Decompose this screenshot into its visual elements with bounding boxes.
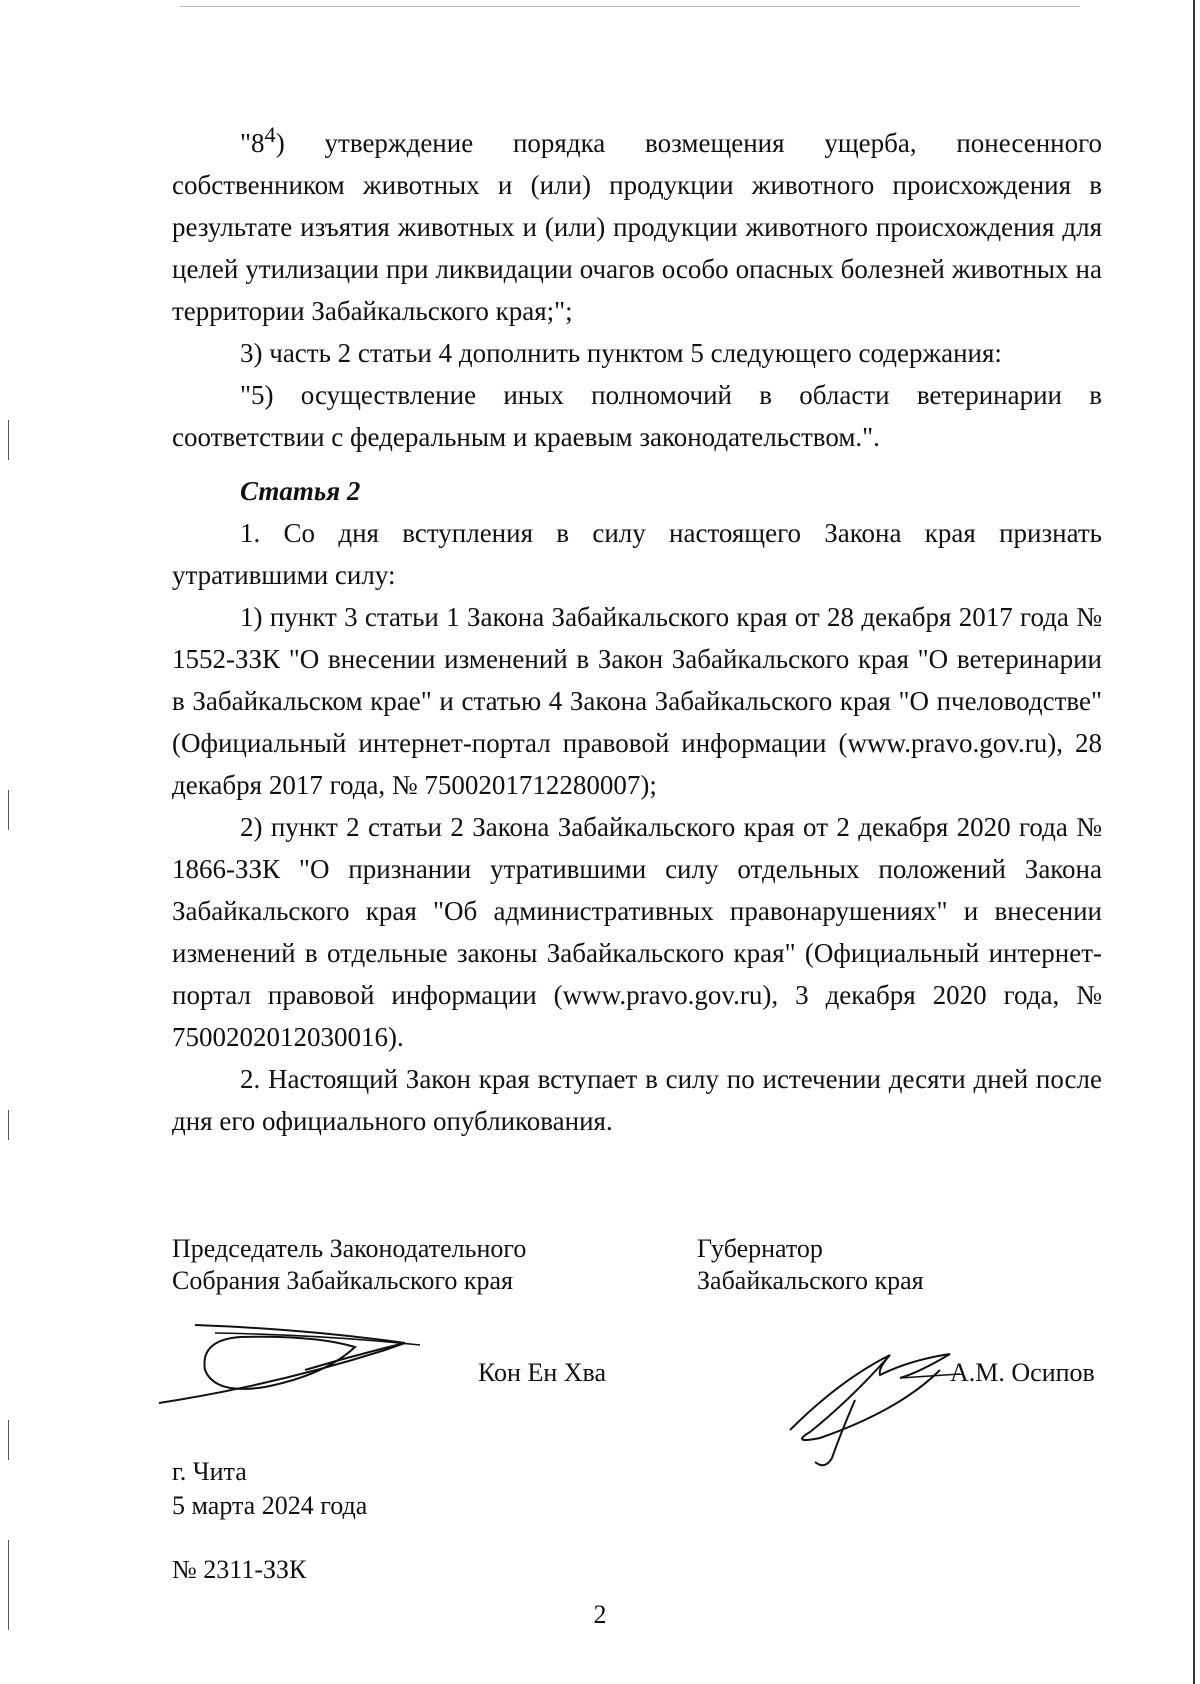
law-number: № 2311-ЗЗК bbox=[172, 1555, 307, 1584]
paragraph-2-2: 2. Настоящий Закон края вступает в силу по истечении десяти дней после дня его официального опубликования. bbox=[172, 1064, 1102, 1136]
paragraph-item-5: "5) осуществление иных полномочий в области ветеринарии в соответствии с федеральным и краевым законодательством.". bbox=[172, 380, 1102, 452]
governor-name: А.М. Осипов bbox=[950, 1358, 1095, 1387]
scan-artifact bbox=[8, 1420, 9, 1460]
paragraph-2-1: 1. Со дня вступления в силу настоящего Закона края признать утратившими силу: bbox=[172, 518, 1102, 590]
chairman-signature-icon bbox=[155, 1315, 425, 1410]
paragraph-2-1-1: 1) пункт 3 статьи 1 Закона Забайкальского края от 28 декабря 2017 года № 1552-ЗЗК "О внесении изменений в Закон Забайкальского края "О ветеринарии в Забайкальском крае" и статью 4 Закона Забайкальского края "О пчеловодстве" (Официальный интернет-портал правовой информации (www.pravo.gov.ru), 28 декабря 2017 года, № 7500201712280007); bbox=[172, 602, 1102, 800]
scan-artifact bbox=[8, 1110, 9, 1140]
chairman-name: Кон Ен Хва bbox=[478, 1358, 607, 1387]
paragraph-2-1-2: 2) пункт 2 статьи 2 Закона Забайкальского края от 2 декабря 2020 года № 1866-ЗЗК "О признании утратившими силу отдельных положений Закона Забайкальского края "Об административных правонарушениях" и внесении изменений в отдельные законы Забайкальского края" (Официальный интернет-портал правовой информации (www.pravo.gov.ru), 3 декабря 2020 года, № 7500202012030016). bbox=[172, 812, 1102, 1052]
governor-title: Губернатор Забайкальского края bbox=[697, 1234, 924, 1295]
chairman-title: Председатель Законодательного Собрания Забайкальского края bbox=[172, 1234, 527, 1295]
scan-edge-top bbox=[180, 6, 1080, 7]
law-text bbox=[172, 114, 1102, 1142]
scan-edge bbox=[1193, 0, 1195, 1684]
law-date: 5 марта 2024 года bbox=[172, 1491, 368, 1520]
article-2-heading: Статья 2 bbox=[240, 476, 361, 506]
paragraph-amendment-3: 3) часть 2 статьи 4 дополнить пунктом 5 следующего содержания: bbox=[240, 338, 1002, 368]
scan-artifact bbox=[8, 790, 9, 830]
city: г. Чита bbox=[172, 1457, 247, 1486]
scan-artifact bbox=[8, 420, 9, 460]
paragraph-item-8-4: "$8^4$) утверждение порядка возмещения ущерба, понесенного собственником животных и (или) продукции животного происхождения в результате изъятия животных и (или) продукции животного происхождения для целей утилизации при ликвидации очагов особо опасных болезней животных на территории Забайкальского края;"; bbox=[172, 122, 1102, 326]
governor-signature-icon bbox=[780, 1340, 970, 1470]
page-number: 2 bbox=[593, 1600, 607, 1629]
